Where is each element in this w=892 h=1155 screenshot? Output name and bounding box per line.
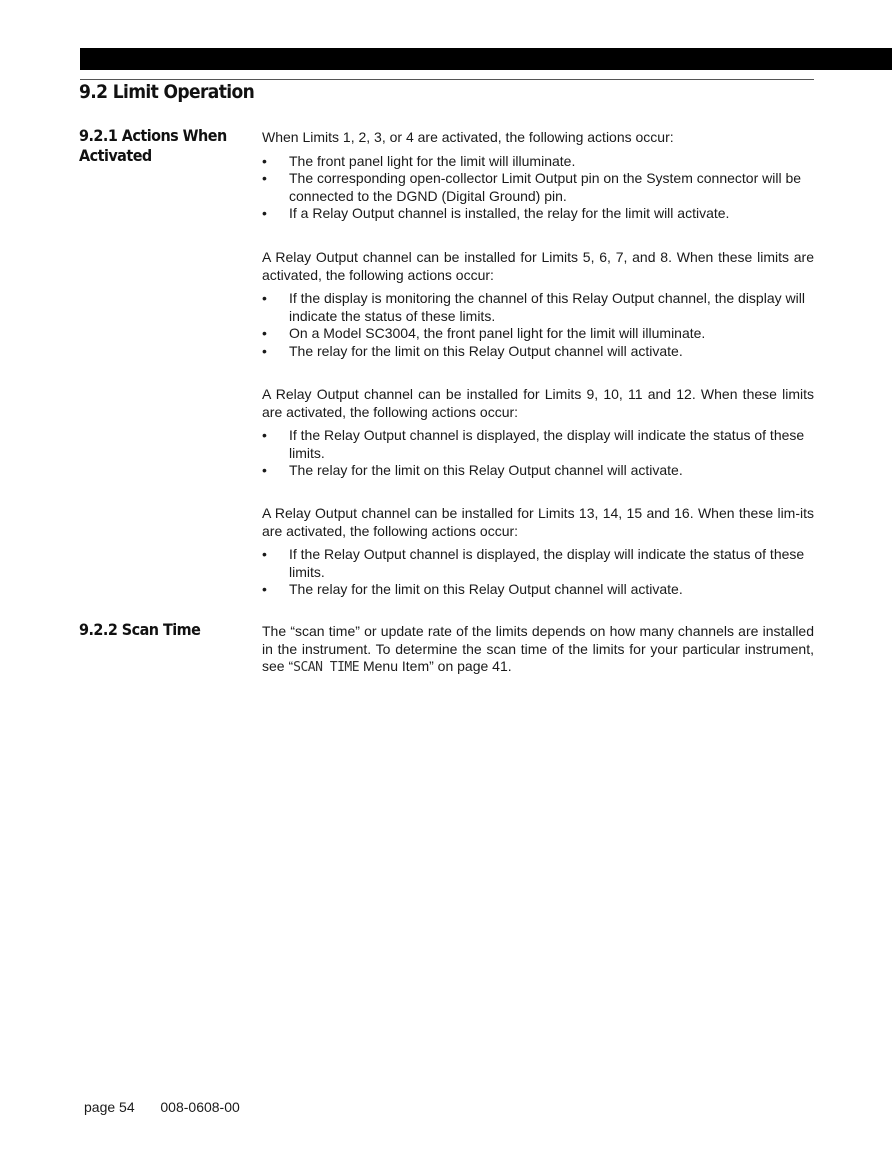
bullet-icon: • <box>262 342 267 359</box>
list-item: • The relay for the limit on this Relay Output channel will activate. <box>262 462 683 478</box>
subsection-heading-actions: 9.2.1 Actions When Activated <box>79 126 227 165</box>
bullet-icon: • <box>262 462 267 478</box>
list-item: • If the Relay Output channel is displayed, the display will indicate the status of these limits. <box>262 546 805 580</box>
list-item: • If the Relay Output channel is displayed, the display will indicate the status of these limits. <box>262 427 805 461</box>
bullet-icon: • <box>262 170 267 186</box>
menu-item-name: SCAN TIME <box>293 660 360 675</box>
list-item: • On a Model SC3004, the front panel light for the limit will illuminate. <box>262 325 706 341</box>
paragraph-block-4 <box>262 505 814 599</box>
bullet-list <box>262 153 814 223</box>
paragraph-block-2 <box>262 249 814 360</box>
list-item: • The corresponding open-collector Limit Output pin on the System connector will be connected to the DGND (Digital Ground) pin. <box>262 170 802 204</box>
paragraph-block-1 <box>262 129 814 223</box>
bullet-icon: • <box>262 546 267 562</box>
document-number: 008-0608-00 <box>160 1099 240 1115</box>
list-item: • If the display is monitoring the channel of this Relay Output channel, the display will indicate the status of these limits. <box>262 290 805 324</box>
section-title: 9.2 Limit Operation <box>79 81 255 103</box>
paragraph: When Limits 1, 2, 3, or 4 are activated, the following actions occur: <box>262 129 674 145</box>
list-item: • The relay for the limit on this Relay Output channel will activate. <box>262 342 683 359</box>
page-number: page 54 <box>84 1099 135 1115</box>
paragraph-block-3 <box>262 386 814 480</box>
bullet-list <box>262 546 814 599</box>
list-item: • The front panel light for the limit will illuminate. <box>262 152 576 169</box>
page-footer <box>84 1099 240 1115</box>
header-bar <box>80 48 892 70</box>
bullet-icon: • <box>262 427 267 443</box>
list-item: • The relay for the limit on this Relay Output channel will activate. <box>262 581 683 597</box>
bullet-icon: • <box>262 325 267 341</box>
paragraph: A Relay Output channel can be installed for Limits 13, 14, 15 and 16. When these lim-its are activated, the following actions occur: <box>262 505 814 539</box>
bullet-list <box>262 427 814 480</box>
bullet-icon: • <box>262 581 267 597</box>
list-item: • If a Relay Output channel is installed, the relay for the limit will activate. <box>262 205 730 221</box>
bullet-icon: • <box>262 205 267 221</box>
bullet-list <box>262 290 814 360</box>
subsection-heading-scan-time: 9.2.2 Scan Time <box>79 620 201 639</box>
paragraph: A Relay Output channel can be installed for Limits 5, 6, 7, and 8. When these limits are activated, the following actions occur: <box>262 249 814 283</box>
bullet-icon: • <box>262 290 267 306</box>
paragraph: The “scan time” or update rate of the limits depends on how many channels are installed in the instrument. To determine the scan time of the limits for your particular instrument, see “SCAN TIME Menu Item” on page 41. <box>262 623 814 675</box>
paragraph: A Relay Output channel can be installed for Limits 9, 10, 11 and 12. When these limits are activated, the following actions occur: <box>262 386 814 420</box>
header-rule <box>80 79 814 80</box>
bullet-icon: • <box>262 152 267 169</box>
subsection-body-scan-time <box>262 623 814 677</box>
